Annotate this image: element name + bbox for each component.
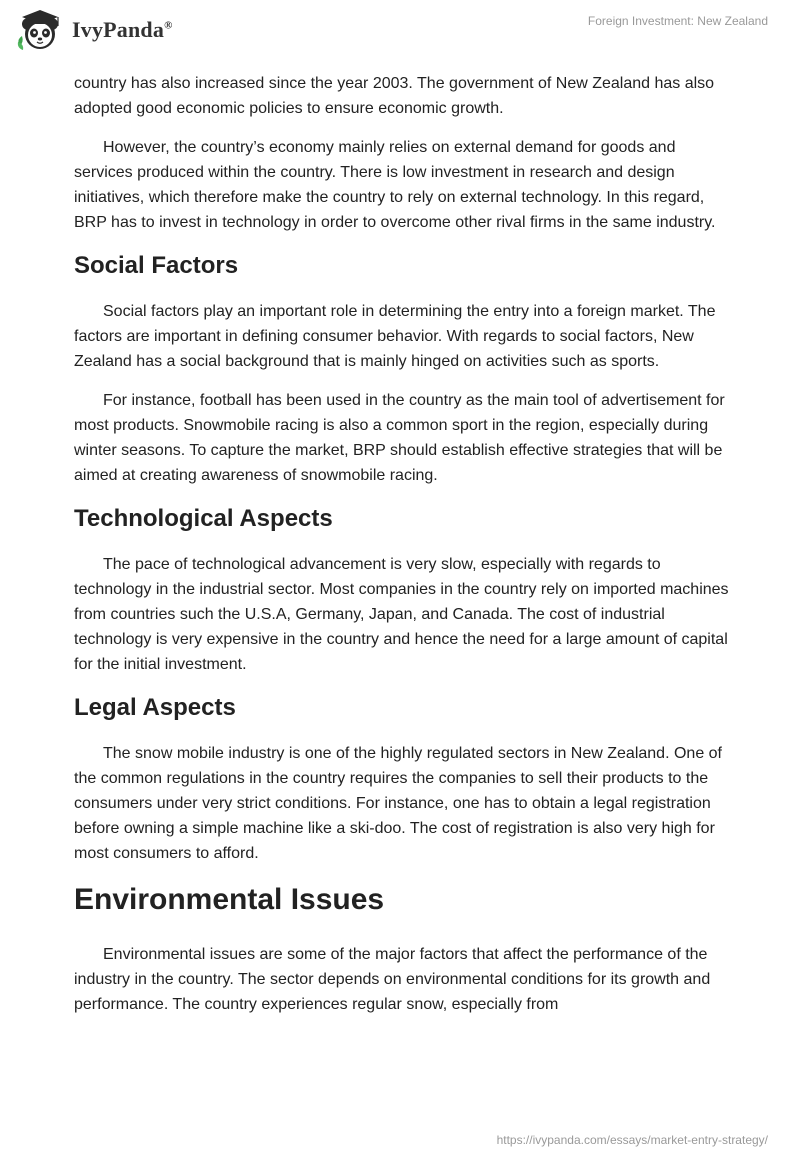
paragraph: For instance, football has been used in the country as the main tool of advertisement for most products. Snowmobile racing is also a common sport in the region, especially during winter seasons. To capture the market, BRP should establish effective strategies that will be aimed at creating awareness of snowmobile racing. [74,392,725,484]
section-heading-environmental-issues: Environmental Issues [74,883,385,916]
essay-content [74,71,734,1031]
paragraph: Environmental issues are some of the major factors that affect the performance of the industry in the country. The sector depends on environmental conditions for its growth and performance. The country experiences regular snow, especially from [74,946,711,1013]
document-title: Foreign Investment: New Zealand [587,14,768,28]
section-heading-technological-aspects: Technological Aspects [74,505,333,532]
ivypanda-logo[interactable] [14,8,173,52]
paragraph: The pace of technological advancement is very slow, especially with regards to technology in the industrial sector. Most companies in the country rely on imported machines from countries such the U.S.A, Germany, Japan, and Canada. The cost of industrial technology is very expensive in the country and hence the need for a large amount of capital for the initial investment. [74,556,729,673]
section-heading-social-factors: Social Factors [74,252,239,279]
panda-logo-icon [14,8,66,52]
page-header [0,0,800,70]
paragraph: Social factors play an important role in determining the entry into a foreign market. The factors are important in defining consumer behavior. With regards to social factors, New Zealand has a social background that is mainly hinged on activities such as sports. [74,303,716,370]
paragraph: However, the country’s economy mainly relies on external demand for goods and services produced within the country. There is low investment in research and design initiatives, which therefore make the country to rely on external technology. In this regard, BRP has to invest in technology in order to overcome other rival firms in the same industry. [74,139,716,231]
logo-wordmark: IvyPanda® [72,17,173,42]
section-heading-legal-aspects: Legal Aspects [74,694,236,721]
paragraph: The snow mobile industry is one of the highly regulated sectors in New Zealand. One of the common regulations in the country requires the companies to sell their products to the consumers under very strict conditions. For instance, one has to obtain a legal registration before owning a simple machine like a ski-doo. The cost of registration is also very high for most consumers to afford. [74,745,722,862]
footer-source-url[interactable]: https://ivypanda.com/essays/market-entry-strategy/ [496,1133,768,1147]
paragraph: country has also increased since the year 2003. The government of New Zealand has also adopted good economic policies to ensure economic growth. [74,75,715,117]
